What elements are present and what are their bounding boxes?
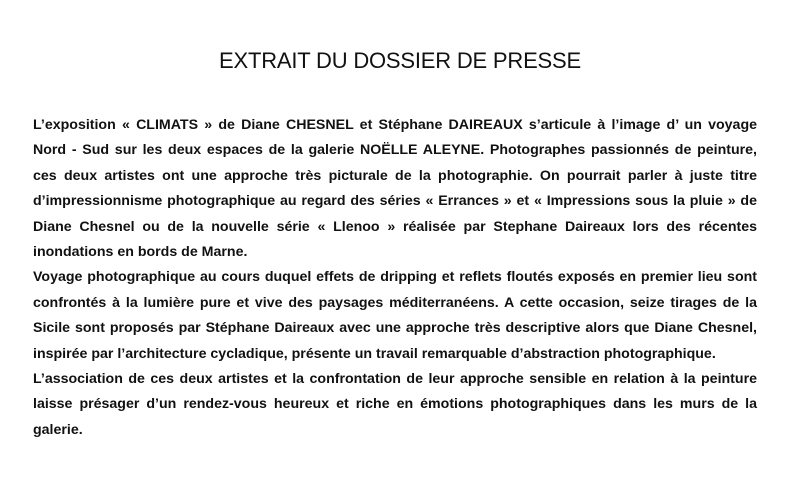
paragraph-exhibition-intro: L’exposition « CLIMATS » de Diane CHESNEL et Stéphane DAIREAUX s’articule à l’image d’ un voyage Nord - Sud sur les deux espaces de la galerie NOËLLE ALEYNE. Photographes passionnés de peinture, ces deux artistes ont une approche très picturale de la photographie. On pourrait parler à juste titre d’impressionnisme photographique au regard des séries « Errances » et « Impressions sous la pluie » de Diane Chesnel ou de la nouvelle série « Llenoo » réalisée par Stephane Daireaux lors des récentes inondations en bords de Marne. (33, 117, 757, 261)
paragraph-artists-association: L’association de ces deux artistes et la confrontation de leur approche sensible en relation à la peinture laisse présager d’un rendez-vous heureux et riche en émotions photographiques dans les murs de la galerie. (33, 371, 757, 438)
paragraph-photographic-journey: Voyage photographique au cours duquel effets de dripping et reflets floutés exposés en premier lieu sont confrontés à la lumière pure et vive des paysages méditerranéens. A cette occasion, seize tirages de la Sicile sont proposés par Stéphane Daireaux avec une approche très descriptive alors que Diane Chesnel, inspirée par l’architecture cycladique, présente un travail remarquable d’abstraction photographique. (33, 269, 757, 362)
document-title: EXTRAIT DU DOSSIER DE PRESSE (219, 48, 581, 73)
press-release-body (33, 113, 757, 443)
